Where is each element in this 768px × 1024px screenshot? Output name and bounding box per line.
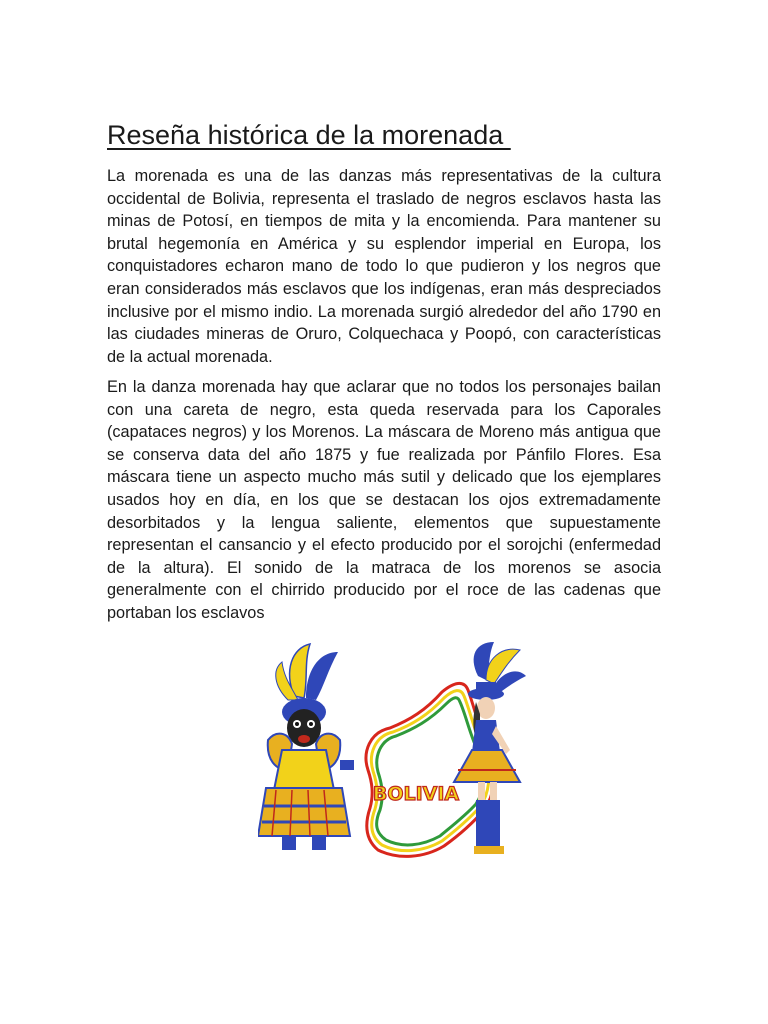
paragraph-history: La morenada es una de las danzas más representativas de la cultura occidental de Bolivia, representa el traslado de negros esclavos hasta las minas de Potosí, en tiempos de mita y la encomienda. Para mantener su brutal hegemonía en América y su esplendor imperial en Europa, los conquistadores echaron mano de todo lo que pudieron y los negros que eran considerados más esclavos que los indígenas, eran más despreciados inclusive por el mismo indio. La morenada surgió alrededor del año 1790 en las ciudades mineras de Oruro, Colquechaca y Poopó, con características de la actual morenada. <box>107 167 661 366</box>
morenada-illustration <box>258 640 528 870</box>
bolivia-label: BOLIVIA <box>372 783 460 805</box>
moreno-dancer <box>258 644 354 850</box>
page-title: Reseña histórica de la morenada <box>107 120 511 150</box>
morenada-dancers-image <box>258 640 528 870</box>
paragraph-characters: En la danza morenada hay que aclarar que no todos los personajes bailan con una careta de negro, esta queda reservada para los Caporales (capataces negros) y los Morenos. La máscara de Moreno más antigua que se conserva data del año 1875 y fue realizada por Pánfilo Flores. Esa máscara tiene un aspecto mucho más sutil y delicado que los ejemplares usados hoy en día, en los que se destacan los ojos extremadamente desorbitados y la lengua saliente, elementos que supuestamente representan el cansancio y el efecto producido por el sorojchi (enfermedad de la altura). El sonido de la matraca de los morenos se asocia generalmente con el chirrido producido por el roce de las cadenas que portaban los esclavos <box>107 378 661 622</box>
